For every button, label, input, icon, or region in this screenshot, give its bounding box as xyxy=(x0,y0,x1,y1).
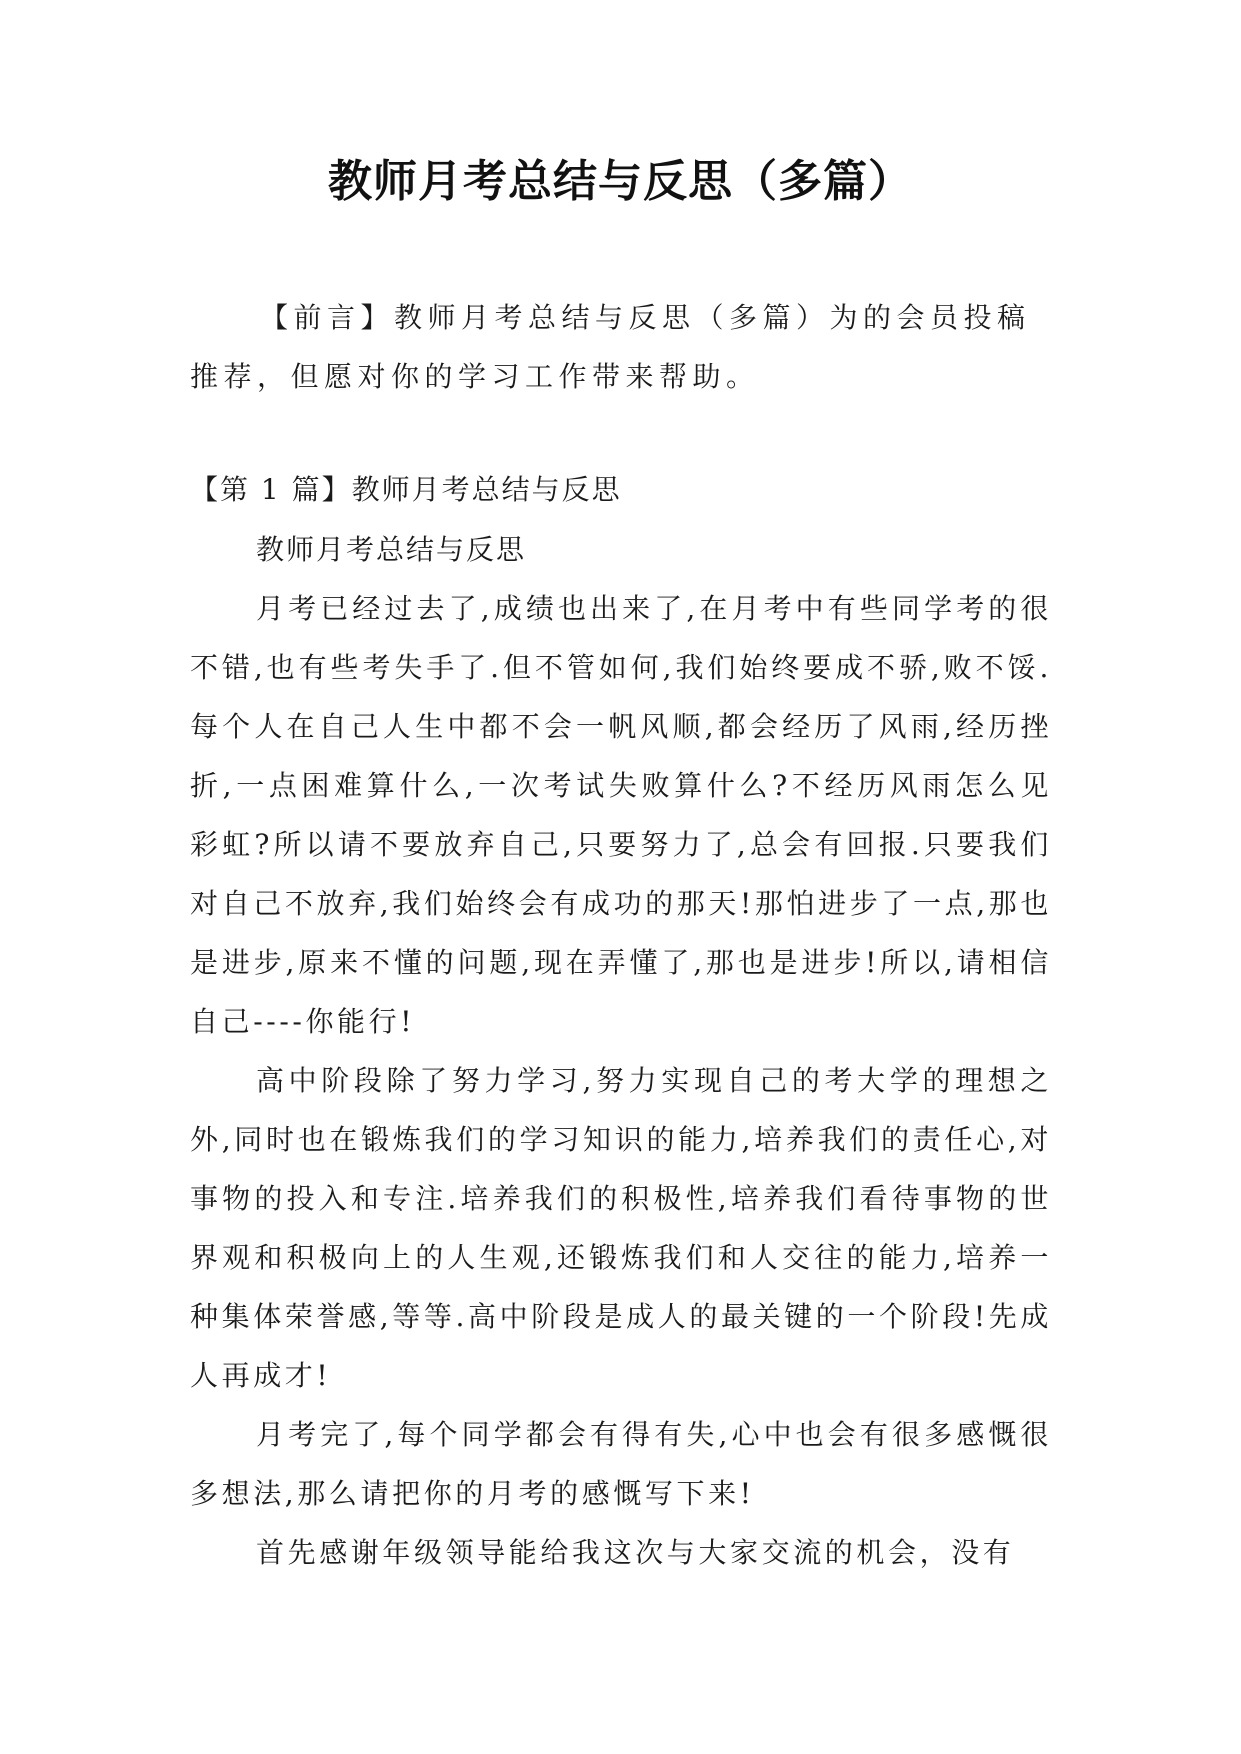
body-paragraph: 首先感谢年级领导能给我这次与大家交流的机会，没有 xyxy=(256,1536,1015,1569)
body-paragraph: 高中阶段除了努力学习,努力实现自己的考大学的理想之外,同时也在锻炼我们的学习知识的能力,培养我们的责任心,对事物的投入和专注.培养我们的积极性,培养我们看待事物的世界观和积极向上的人生观,还锻炼我们和人交往的能力,培养一种集体荣誉感,等等.高中阶段是成人的最关键的一个阶段!先成人再成才! xyxy=(190,1064,1052,1392)
article-subtitle: 教师月考总结与反思 xyxy=(256,533,527,566)
body-paragraph: 月考完了,每个同学都会有得有失,心中也会有很多感慨很多想法,那么请把你的月考的感慨写下来! xyxy=(190,1418,1052,1510)
body-paragraph: 月考已经过去了,成绩也出来了,在月考中有些同学考的很不错,也有些考失手了.但不管如何,我们始终要成不骄,败不馁.每个人在自己人生中都不会一帆风顺,都会经历了风雨,经历挫折,一点困难算什么,一次考试失败算什么?不经历风雨怎么见彩虹?所以请不要放弃自己,只要努力了,总会有回报.只要我们对自己不放弃,我们始终会有成功的那天!那怕进步了一点,那也是进步,原来不懂的问题,现在弄懂了,那也是进步!所以,请相信自己----你能行! xyxy=(190,592,1052,1038)
document-title: 教师月考总结与反思（多篇） xyxy=(328,156,913,207)
chapter-heading: 【第 1 篇】教师月考总结与反思 xyxy=(190,473,622,506)
preface-paragraph: 【前言】教师月考总结与反思（多篇）为的会员投稿推荐，但愿对你的学习工作带来帮助。 xyxy=(190,301,1031,393)
article-body xyxy=(190,520,1052,1582)
